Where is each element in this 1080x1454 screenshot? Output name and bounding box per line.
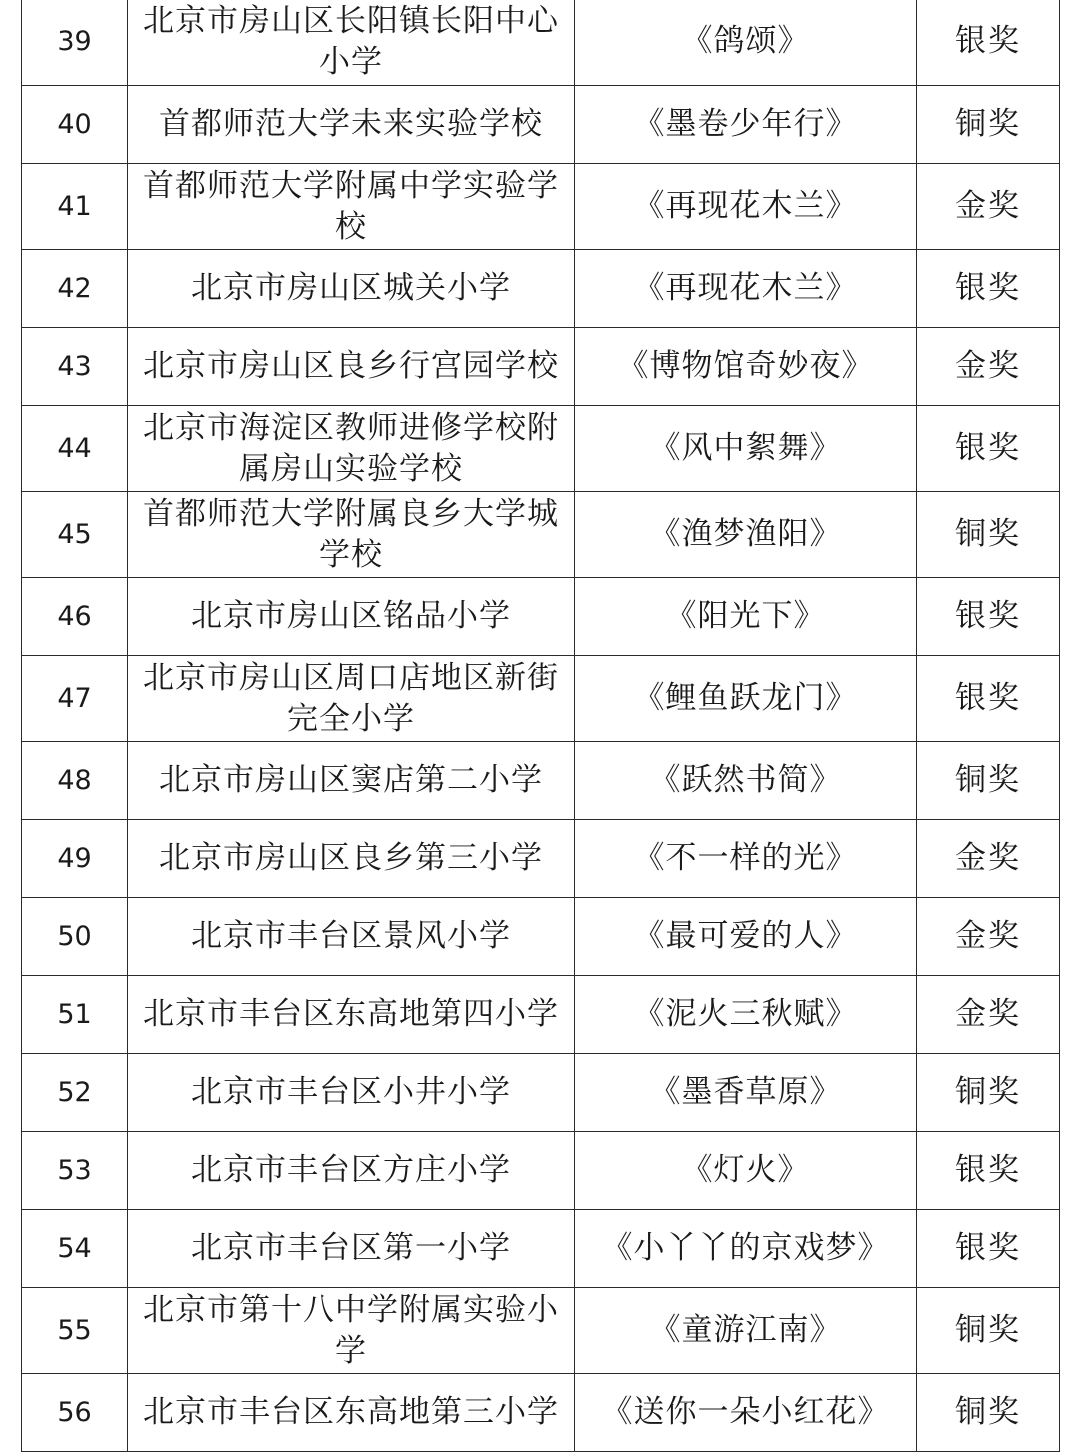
school-name: 北京市丰台区东高地第四小学 (128, 976, 575, 1054)
work-title: 《阳光下》 (575, 578, 917, 656)
row-number: 53 (22, 1132, 128, 1210)
row-number: 51 (22, 976, 128, 1054)
school-name: 首都师范大学附属良乡大学城学校 (128, 492, 575, 578)
row-number: 43 (22, 328, 128, 406)
work-title: 《最可爱的人》 (575, 898, 917, 976)
award-level: 铜奖 (917, 1374, 1060, 1452)
table-row (22, 1374, 1060, 1452)
work-title: 《送你一朵小红花》 (575, 1374, 917, 1452)
work-title: 《灯火》 (575, 1132, 917, 1210)
award-level: 铜奖 (917, 742, 1060, 820)
row-number: 49 (22, 820, 128, 898)
row-number: 56 (22, 1374, 128, 1452)
award-level: 金奖 (917, 976, 1060, 1054)
school-name: 北京市房山区良乡第三小学 (128, 820, 575, 898)
work-title: 《鲤鱼跃龙门》 (575, 656, 917, 742)
table-row (22, 742, 1060, 820)
award-level: 银奖 (917, 0, 1060, 86)
table-row (22, 164, 1060, 250)
work-title: 《小丫丫的京戏梦》 (575, 1210, 917, 1288)
school-name: 北京市丰台区第一小学 (128, 1210, 575, 1288)
table-row (22, 492, 1060, 578)
work-title: 《跃然书简》 (575, 742, 917, 820)
row-number: 41 (22, 164, 128, 250)
table-row (22, 898, 1060, 976)
award-level: 银奖 (917, 406, 1060, 492)
award-level: 金奖 (917, 820, 1060, 898)
school-name: 北京市房山区良乡行宫园学校 (128, 328, 575, 406)
award-level: 金奖 (917, 328, 1060, 406)
award-level: 铜奖 (917, 86, 1060, 164)
award-level: 金奖 (917, 164, 1060, 250)
work-title: 《渔梦渔阳》 (575, 492, 917, 578)
row-number: 52 (22, 1054, 128, 1132)
work-title: 《风中絮舞》 (575, 406, 917, 492)
table-row (22, 820, 1060, 898)
table-row (22, 976, 1060, 1054)
work-title: 《墨卷少年行》 (575, 86, 917, 164)
row-number: 55 (22, 1288, 128, 1374)
table-row (22, 1210, 1060, 1288)
row-number: 50 (22, 898, 128, 976)
row-number: 44 (22, 406, 128, 492)
row-number: 54 (22, 1210, 128, 1288)
table-row (22, 578, 1060, 656)
award-level: 银奖 (917, 656, 1060, 742)
table-row (22, 1132, 1060, 1210)
row-number: 42 (22, 250, 128, 328)
school-name: 北京市丰台区方庄小学 (128, 1132, 575, 1210)
school-name: 北京市房山区窦店第二小学 (128, 742, 575, 820)
award-level: 银奖 (917, 578, 1060, 656)
table-row (22, 328, 1060, 406)
school-name: 北京市第十八中学附属实验小学 (128, 1288, 575, 1374)
awards-table (21, 0, 1060, 1452)
school-name: 北京市房山区铭品小学 (128, 578, 575, 656)
work-title: 《不一样的光》 (575, 820, 917, 898)
school-name: 北京市丰台区景风小学 (128, 898, 575, 976)
school-name: 北京市海淀区教师进修学校附属房山实验学校 (128, 406, 575, 492)
row-number: 39 (22, 0, 128, 86)
school-name: 北京市房山区周口店地区新街完全小学 (128, 656, 575, 742)
row-number: 45 (22, 492, 128, 578)
table-row (22, 1288, 1060, 1374)
award-level: 金奖 (917, 898, 1060, 976)
school-name: 首都师范大学未来实验学校 (128, 86, 575, 164)
work-title: 《再现花木兰》 (575, 250, 917, 328)
table-row (22, 1054, 1060, 1132)
school-name: 北京市丰台区东高地第三小学 (128, 1374, 575, 1452)
work-title: 《泥火三秋赋》 (575, 976, 917, 1054)
row-number: 40 (22, 86, 128, 164)
school-name: 北京市丰台区小井小学 (128, 1054, 575, 1132)
table-row (22, 406, 1060, 492)
work-title: 《墨香草原》 (575, 1054, 917, 1132)
table-row (22, 0, 1060, 86)
award-level: 银奖 (917, 1210, 1060, 1288)
row-number: 47 (22, 656, 128, 742)
work-title: 《鸽颂》 (575, 0, 917, 86)
work-title: 《博物馆奇妙夜》 (575, 328, 917, 406)
school-name: 北京市房山区长阳镇长阳中心小学 (128, 0, 575, 86)
award-level: 银奖 (917, 250, 1060, 328)
work-title: 《再现花木兰》 (575, 164, 917, 250)
table-row (22, 86, 1060, 164)
row-number: 46 (22, 578, 128, 656)
row-number: 48 (22, 742, 128, 820)
table-row (22, 250, 1060, 328)
award-level: 银奖 (917, 1132, 1060, 1210)
table-row (22, 656, 1060, 742)
school-name: 首都师范大学附属中学实验学校 (128, 164, 575, 250)
school-name: 北京市房山区城关小学 (128, 250, 575, 328)
award-level: 铜奖 (917, 492, 1060, 578)
work-title: 《童游江南》 (575, 1288, 917, 1374)
award-level: 铜奖 (917, 1288, 1060, 1374)
award-level: 铜奖 (917, 1054, 1060, 1132)
